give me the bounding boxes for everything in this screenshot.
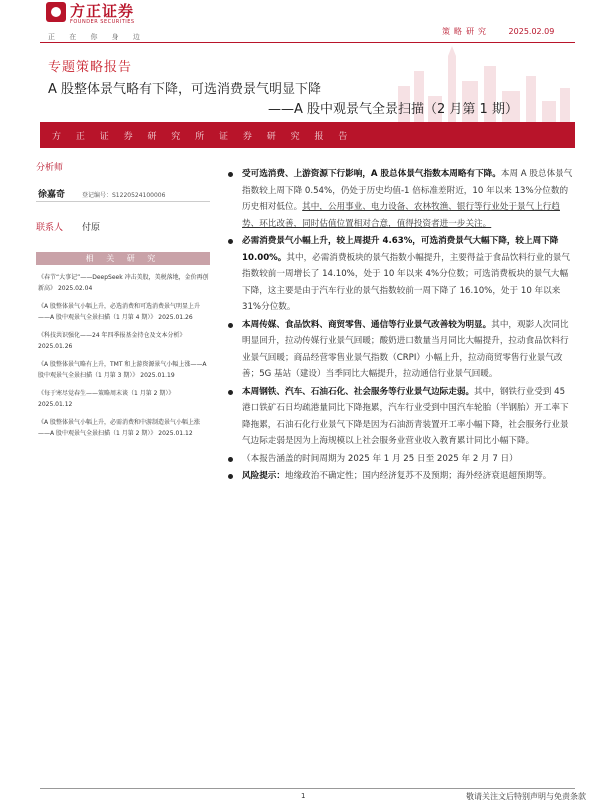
header-divider — [40, 42, 575, 43]
header-meta — [442, 26, 554, 37]
sidebar — [36, 160, 210, 437]
report-date: 2025.02.09 — [508, 27, 555, 36]
key-point: 本周传媒、食品饮料、商贸零售、通信等行业景气改善较为明显。其中，观影人次同比明显回升，拉动传媒行业景气回暖；酸奶进口数量当月同比大幅提升，拉动食品饮料行业景气回暖；商品经营零售业景气指数（CRPI）小幅上升，拉动商贸零售行业景气改善；5G 基站（建设）当季同比大幅提升，拉动通信行业景气回暖。 — [228, 317, 576, 383]
analyst-name: 徐嘉奇 — [38, 190, 66, 200]
logo-chinese-name: 方正证券 — [70, 2, 135, 20]
logo-english-name: FOUNDER SECURITIES — [70, 19, 135, 25]
report-category: 策略研究 — [442, 27, 490, 36]
list-item[interactable]: 《每于寒尽觉春生——策略周末谈（1 月第 2 期）》 2025.01.12 — [38, 390, 175, 408]
contact-name: 付原 — [82, 223, 101, 233]
key-point: 受可选消费、上游资源下行影响，A 股总体景气指数本周略有下降。本周 A 股总体景气指数较上周下降 0.54%，仍处于历史均值-1 倍标准差附近，10 年以来 13%分位数的历史相对低位。其中，公用事业、电力设备、农林牧渔、银行等行业处于景气上行趋势、环比改善，同时估值位置相对合意，值得投资者进一步关注。 — [228, 166, 576, 232]
key-point: 必需消费景气小幅上升，较上周提升 4.63%，可选消费景气大幅下降，较上周下降 10.00%。其中，必需消费板块的景气指数小幅提升，主要得益于食品饮料行业的景气指数较前一周增长了 14.10%，处于 10 年以来 4%分位数；可选消费板块的景气大幅下降，这主要是由于汽车行业的景气指数较前一周下降了 16.10%，处于 10 年以来 31%分位数。 — [228, 233, 576, 316]
banner-text: 方 正 证 券 研 究 所 证 券 研 究 报 告 — [52, 132, 354, 142]
bullet-icon — [228, 323, 233, 328]
list-item[interactable]: 《A 股整体景气略有上升，TMT 和上游资源景气小幅上涨——A 股中观景气全景扫描（1 月第 3 期）》 2025.01.19 — [38, 361, 207, 379]
list-item[interactable]: 《A 股整体景气小幅上升，必需消费和中游制造景气小幅上涨——A 股中观景气全景扫描（1 月第 2 期）》 2025.01.12 — [38, 419, 201, 437]
bullet-icon — [228, 172, 233, 177]
bullet-icon — [228, 239, 233, 244]
bullet-icon — [228, 457, 233, 462]
key-points — [228, 166, 576, 486]
related-research-list — [38, 272, 210, 446]
company-logo — [46, 0, 156, 30]
key-point: 风险提示：地缘政治不确定性；国内经济复苏不及预期；海外经济衰退超预期等。 — [228, 468, 576, 485]
report-title-line2: ——A 股中观景气全景扫描（2 月第 1 期） — [268, 102, 518, 117]
analyst-row — [36, 184, 210, 202]
key-point: 本周钢铁、汽车、石油石化、社会服务等行业景气边际走弱。其中，钢铁行业受到 45 港口铁矿石日均疏港量同比下降拖累，汽车行业受到中国汽车轮胎（半钢胎）开工率下降拖累，石油石化行业景气下降是因为石油沥青装置开工率小幅下降，社会服务行业景气边际走弱是因为上海规模以上社会服务业营业收入教育累计同比小幅下降。 — [228, 384, 576, 450]
founder-logo-icon — [46, 2, 66, 22]
list-item[interactable]: 《春节“大事记”——DeepSeek 冲击美股，美税落地，金价再创新高》 2025.02.04 — [38, 274, 209, 292]
contact-label: 联系人 — [36, 223, 64, 233]
bullet-icon — [228, 390, 233, 395]
registration-number: 登记编号：S1220524100006 — [82, 192, 166, 199]
footer-divider — [40, 788, 575, 789]
analyst-label: 分析师 — [36, 163, 64, 173]
report-title-line1: A 股整体景气略有下降，可选消费景气明显下降 — [48, 82, 322, 97]
slogan: 正 在 你 身 边 — [48, 33, 146, 41]
list-item[interactable]: 《科技共识强化——24 年四季报基金持仓及文本分析》 2025.01.26 — [38, 332, 186, 350]
key-point: （本报告涵盖的时间周期为 2025 年 1 月 25 日至 2025 年 2 月 7 日） — [228, 451, 576, 468]
bullet-icon — [228, 474, 233, 479]
page-number: 1 — [301, 792, 306, 800]
list-item[interactable]: 《A 股整体景气小幅上升，必选消费和可选消费景气明显上升——A 股中观景气全景扫描（1 月第 4 期）》 2025.01.26 — [38, 303, 201, 321]
disclaimer-note: 敬请关注文后特别声明与免责条款 — [466, 792, 586, 800]
related-research-heading: 相 关 研 究 — [36, 252, 210, 265]
report-type: 专题策略报告 — [48, 60, 133, 75]
